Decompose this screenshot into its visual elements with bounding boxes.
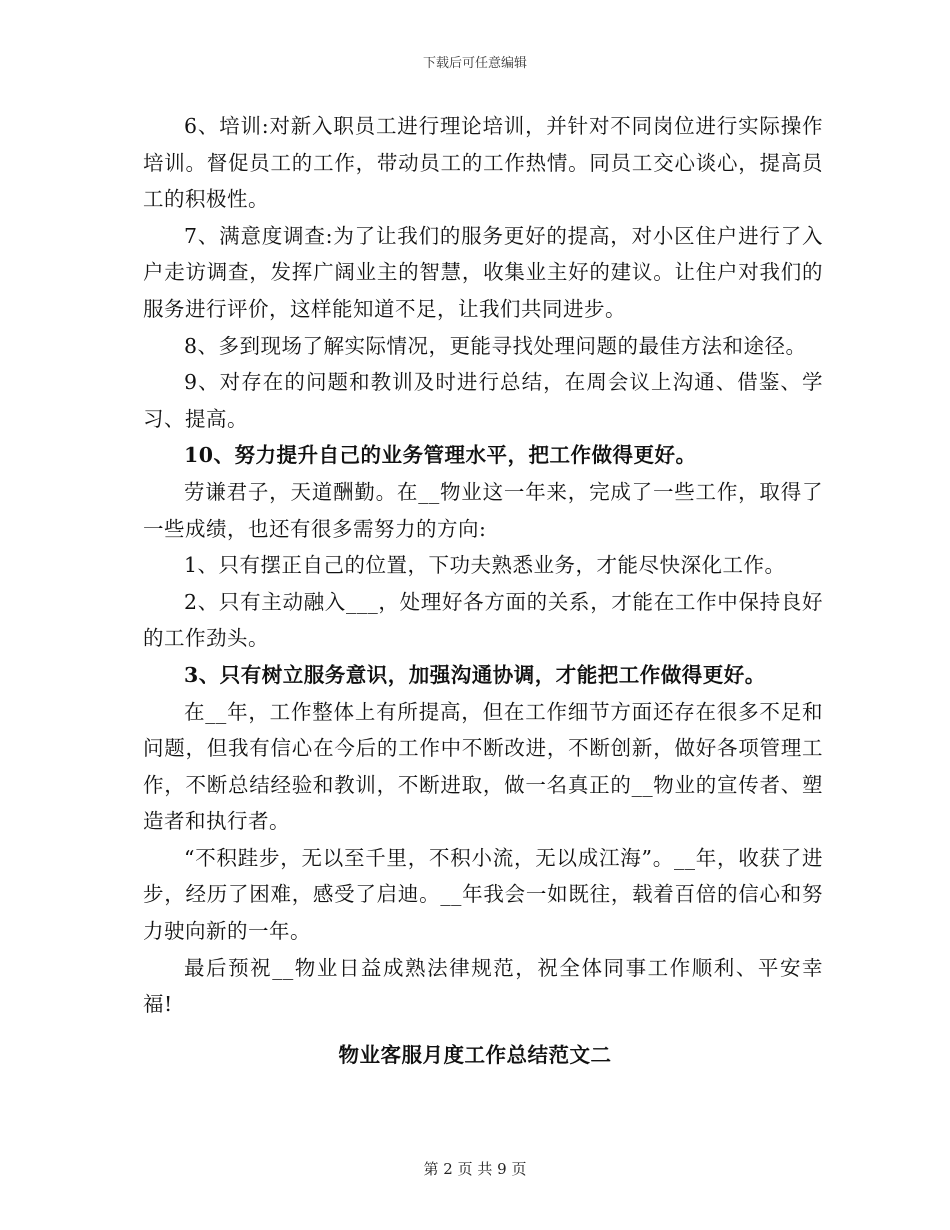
page-footer: 第 2 页 共 9 页	[423, 1160, 527, 1178]
paragraph-satisfaction-survey: 7、满意度调查:为了让我们的服务更好的提高，对小区住户进行了入户走访调查，发挥广阔业主的智慧，收集业主好的建议。让住户对我们的服务进行评价，这样能知道不足，让我们共同进步。	[143, 223, 823, 321]
paragraph-year-review: 劳谦君子，天道酬勤。在__物业这一年来，完成了一些工作，取得了一些成绩，也还有很多需努力的方向:	[143, 479, 823, 541]
section-title: 物业客服月度工作总结范文二	[338, 1043, 612, 1067]
paragraph-improve-management: 10、努力提升自己的业务管理水平，把工作做得更好。	[184, 443, 697, 468]
paragraph-point-3: 3、只有树立服务意识，加强沟通协调，才能把工作做得更好。	[184, 662, 766, 687]
paragraph-closing-wishes: 最后预祝__物业日益成熟法律规范，祝全体同事工作顺利、平安幸福!	[143, 955, 823, 1017]
document-body	[143, 108, 823, 1023]
paragraph-point-2: 2、只有主动融入___，处理好各方面的关系，才能在工作中保持良好的工作劲头。	[143, 589, 823, 651]
paragraph-point-1: 1、只有摆正自己的位置，下功夫熟悉业务，才能尽快深化工作。	[184, 553, 786, 578]
paragraph-quote: “不积跬步，无以至千里，不积小流，无以成江海”。__年，收获了进步，经历了困难，感受了启迪。__年我会一如既往，载着百倍的信心和努力驶向新的一年。	[143, 845, 823, 944]
paragraph-training: 6、培训:对新入职员工进行理论培训，并针对不同岗位进行实际操作培训。督促员工的工作，带动员工的工作热情。同员工交心谈心，提高员工的积极性。	[143, 114, 823, 212]
paragraph-site-visits: 8、多到现场了解实际情况，更能寻找处理问题的最佳方法和途径。	[184, 333, 807, 358]
paragraph-summarize-lessons: 9、对存在的问题和教训及时进行总结，在周会议上沟通、借鉴、学习、提高。	[143, 370, 823, 431]
page-header: 下载后可任意编辑	[422, 56, 527, 71]
paragraph-outlook: 在__年，工作整体上有所提高，但在工作细节方面还存在很多不足和问题，但我有信心在今后的工作中不断改进，不断创新，做好各项管理工作，不断总结经验和教训，不断进取，做一名真正的__物业的宣传者、塑造者和执行者。	[143, 699, 823, 834]
